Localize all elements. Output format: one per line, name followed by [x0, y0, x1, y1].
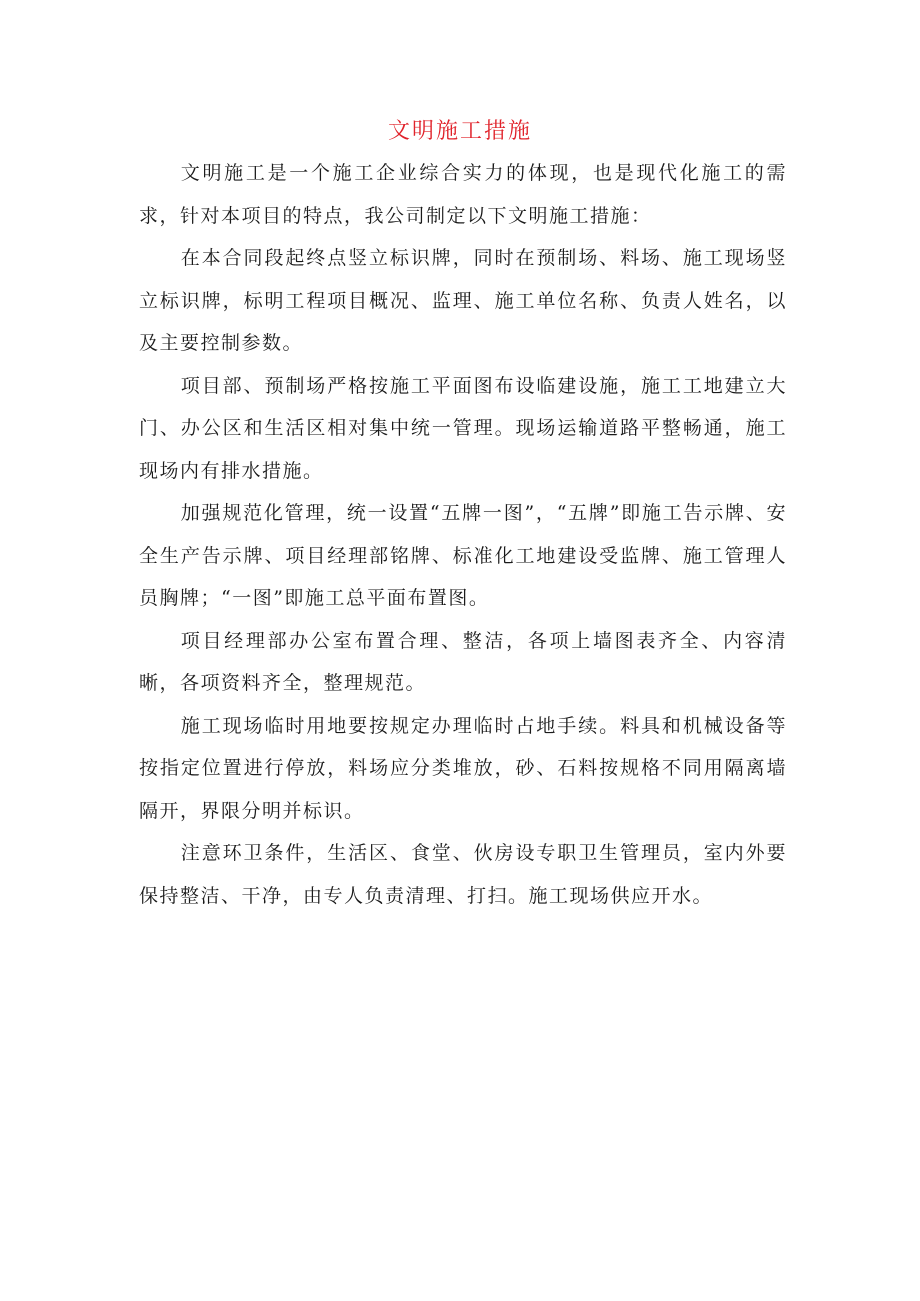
paragraph-site-layout: 项目部、预制场严格按施工平面图布设临建设施，施工工地建立大门、办公区和生活区相对集中统一管理。现场运输道路平整畅通，施工现场内有排水措施。: [139, 374, 787, 482]
paragraph-temporary-land: 施工现场临时用地要按规定办理临时占地手续。料具和机械设备等按指定位置进行停放，料场应分类堆放，砂、石料按规格不同用隔离墙隔开，界限分明并标识。: [139, 714, 787, 822]
document-title: 文明施工措施: [387, 119, 532, 144]
paragraph-five-boards: 加强规范化管理，统一设置“五牌一图”，“五牌”即施工告示牌、安全生产告示牌、项目经理部铭牌、标准化工地建设受监牌、施工管理人员胸牌；“一图”即施工总平面布置图。: [139, 502, 787, 609]
paragraph-sanitation: 注意环卫条件，生活区、食堂、伙房设专职卫生管理员，室内外要保持整洁、干净，由专人负责清理、打扫。施工现场供应开水。: [139, 842, 787, 907]
paragraph-office: 项目经理部办公室布置合理、整洁，各项上墙图表齐全、内容清晰，各项资料齐全，整理规范。: [139, 629, 787, 694]
paragraph-intro: 文明施工是一个施工企业综合实力的体现，也是现代化施工的需求，针对本项目的特点，我公司制定以下文明施工措施：: [139, 162, 787, 227]
document-body: [139, 152, 787, 917]
paragraph-signage: 在本合同段起终点竖立标识牌，同时在预制场、料场、施工现场竖立标识牌，标明工程项目概况、监理、施工单位名称、负责人姓名，以及主要控制参数。: [139, 247, 787, 354]
